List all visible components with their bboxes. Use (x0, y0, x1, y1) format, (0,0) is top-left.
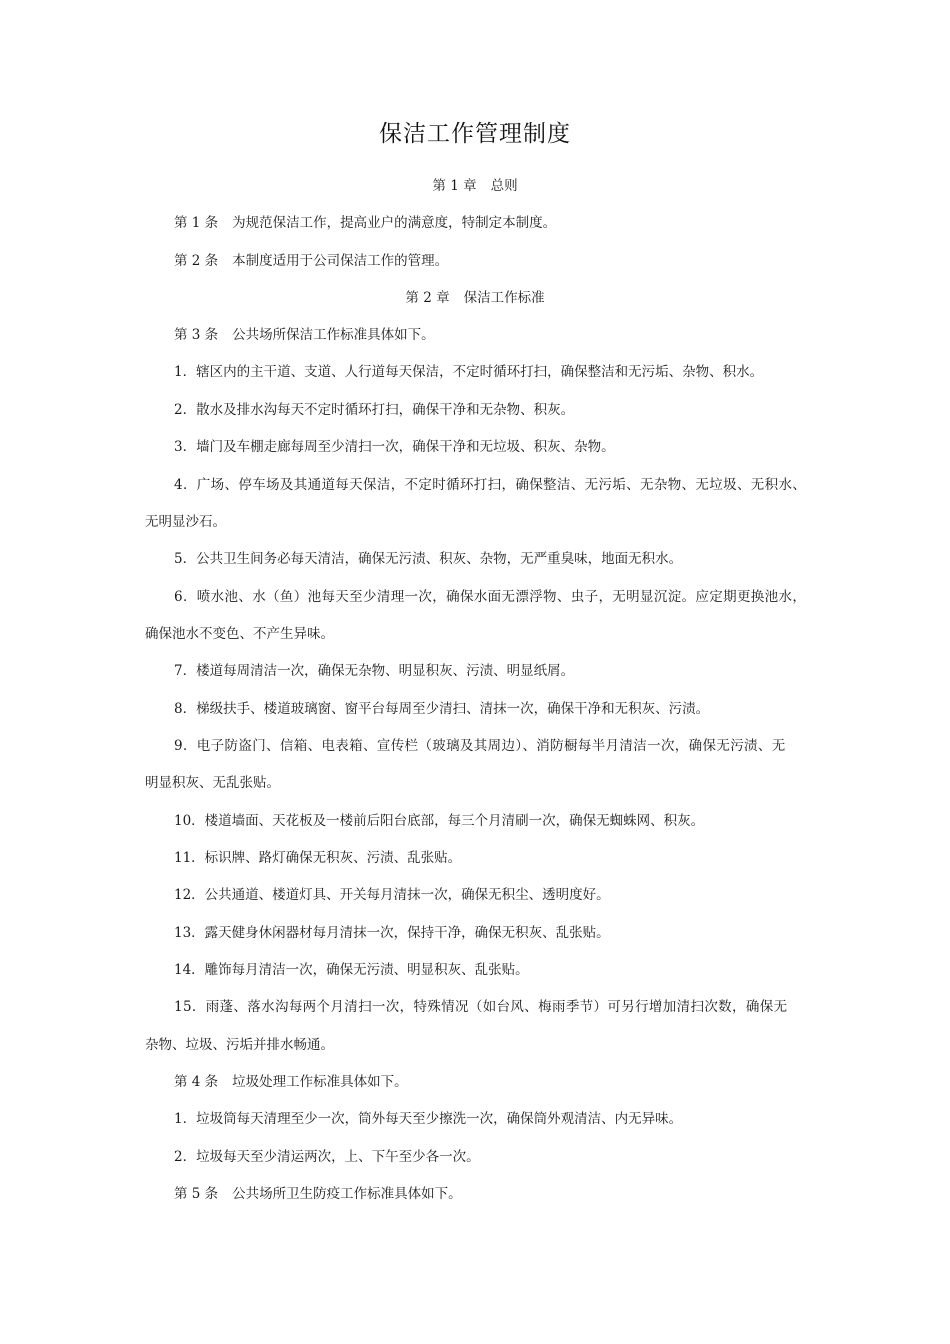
article-3-label: 第 3 条 (174, 327, 219, 343)
chapter-2-heading (0, 288, 950, 308)
article-3-item-15: 15．雨蓬、落水沟每两个月清扫一次，特殊情况（如台风、梅雨季节）可另行增加清扫次数，确保无 (174, 999, 788, 1015)
article-3-item-8: 8．梯级扶手、楼道玻璃窗、窗平台每周至少清扫、清抹一次，确保干净和无积灰、污渍。 (174, 701, 710, 717)
article-3-item-10: 10．楼道墙面、天花板及一楼前后阳台底部，每三个月清刷一次，确保无蜘蛛网、积灰。 (174, 813, 705, 829)
chapter-1-heading (0, 176, 950, 196)
article-3-item-12: 12．公共通道、楼道灯具、开关每月清抹一次，确保无积尘、透明度好。 (174, 887, 610, 903)
article-5-label: 第 5 条 (174, 1186, 219, 1202)
article-4 (174, 1072, 408, 1092)
chapter-2-name: 保洁工作标准 (463, 290, 545, 306)
article-3-text: 公共场所保洁工作标准具体如下。 (232, 327, 435, 343)
article-1-text: 为规范保洁工作，提高业户的满意度，特制定本制度。 (232, 215, 557, 231)
article-3-item-3: 3．墙门及车棚走廊每周至少清扫一次，确保干净和无垃圾、积灰、杂物。 (174, 439, 615, 455)
article-3-item-4-cont: 无明显沙石。 (145, 514, 226, 530)
article-3-item-14: 14．雕饰每月清洁一次，确保无污渍、明显积灰、乱张贴。 (174, 962, 529, 978)
chapter-2-number: 第 2 章 (405, 290, 450, 306)
article-2 (174, 251, 448, 271)
article-1-label: 第 1 条 (174, 215, 219, 231)
article-3-item-1: 1．辖区内的主干道、支道、人行道每天保洁，不定时循环打扫，确保整洁和无污垢、杂物、积水。 (174, 364, 764, 380)
document-title: 保洁工作管理制度 (379, 121, 571, 147)
article-3 (174, 325, 435, 345)
article-3-item-15-cont: 杂物、垃圾、污垢并排水畅通。 (145, 1037, 334, 1053)
article-2-text: 本制度适用于公司保洁工作的管理。 (232, 253, 449, 269)
article-3-item-5: 5．公共卫生间务必每天清洁，确保无污渍、积灰、杂物，无严重臭味，地面无积水。 (174, 551, 683, 567)
article-3-item-7: 7．楼道每周清洁一次，确保无杂物、明显积灰、污渍、明显纸屑。 (174, 663, 575, 679)
chapter-1-number: 第 1 章 (432, 178, 477, 194)
article-4-item-1: 1．垃圾筒每天清理至少一次，筒外每天至少擦洗一次，确保筒外观清洁、内无异味。 (174, 1111, 683, 1127)
article-4-text: 垃圾处理工作标准具体如下。 (232, 1074, 408, 1090)
chapter-1-name: 总则 (490, 178, 518, 194)
article-5 (174, 1184, 462, 1204)
article-3-item-9-cont: 明显积灰、无乱张贴。 (145, 775, 280, 791)
article-2-label: 第 2 条 (174, 253, 219, 269)
article-3-item-4: 4．广场、停车场及其通道每天保洁，不定时循环打扫，确保整洁、无污垢、无杂物、无垃圾、无积水、 (174, 477, 807, 493)
article-4-label: 第 4 条 (174, 1074, 219, 1090)
article-4-item-2: 2．垃圾每天至少清运两次，上、下午至少各一次。 (174, 1149, 480, 1165)
article-3-item-2: 2．散水及排水沟每天不定时循环打扫，确保干净和无杂物、积灰。 (174, 402, 575, 418)
article-5-text: 公共场所卫生防疫工作标准具体如下。 (232, 1186, 462, 1202)
article-3-item-13: 13．露天健身休闲器材每月清抹一次，保持干净，确保无积灰、乱张贴。 (174, 925, 610, 941)
article-1 (174, 213, 556, 233)
article-3-item-11: 11．标识牌、路灯确保无积灰、污渍、乱张贴。 (174, 850, 462, 866)
article-3-item-6-cont: 确保池水不变色、不产生异味。 (145, 626, 334, 642)
article-3-item-9: 9．电子防盗门、信箱、电表箱、宣传栏（玻璃及其周边）、消防橱每半月清洁一次，确保无污渍、无 (174, 738, 786, 754)
article-3-item-6: 6．喷水池、水（鱼）池每天至少清理一次，确保水面无漂浮物、虫子，无明显沉淀。应定期更换池水， (174, 589, 807, 605)
